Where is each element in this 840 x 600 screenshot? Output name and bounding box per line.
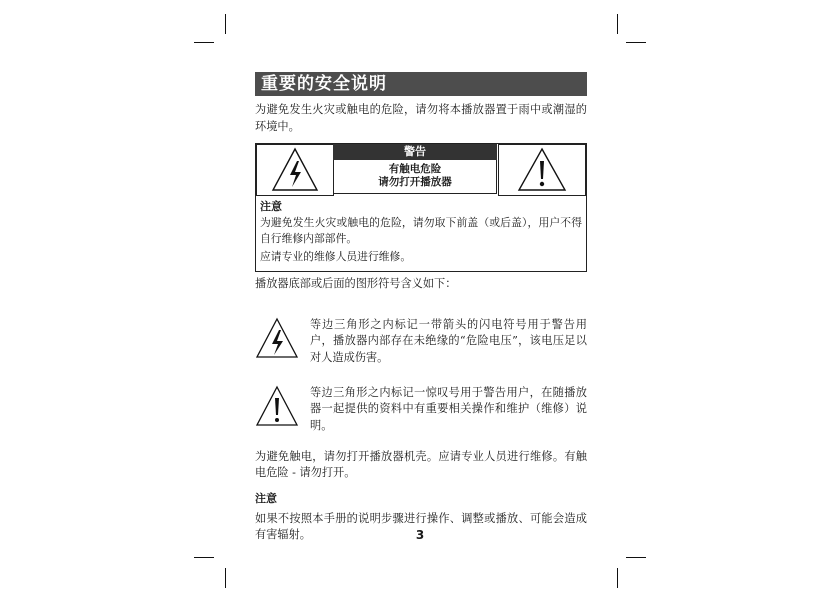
- exclamation-triangle-icon: [498, 144, 586, 196]
- lightning-triangle-icon: [256, 144, 334, 196]
- symbol-row-exclamation: [255, 385, 587, 449]
- warning-box: [255, 143, 587, 272]
- crop-mark: [225, 568, 226, 588]
- lightning-triangle-icon: [255, 317, 299, 361]
- warning-lines: [333, 160, 497, 194]
- symbols-intro: 播放器底部或后面的图形符号含义如下：: [255, 277, 457, 290]
- warning-header: 警告: [333, 144, 497, 160]
- warning-label-row: [256, 144, 586, 196]
- note-heading: 注意: [260, 200, 282, 213]
- warning-line-2: 请勿打开播放器: [378, 176, 452, 188]
- crop-mark: [617, 14, 618, 34]
- crop-mark: [626, 557, 646, 558]
- symbol-text-lightning: 等边三角形之内标记一带箭头的闪电符号用于警告用户，播放器内部存在未绝缘的“危险电压”，该电压足以对人造成伤害。: [310, 317, 587, 364]
- exclamation-triangle-icon: [255, 385, 299, 429]
- crop-mark: [194, 42, 214, 43]
- shock-text: 为避免触电，请勿打开播放器机壳。应请专业人员进行维修。有触电危险 - 请勿打开。: [255, 449, 587, 479]
- warning-line-1: 有触电危险: [388, 163, 442, 175]
- warning-notes: [260, 199, 582, 265]
- page-number: 3: [415, 528, 425, 542]
- warning-label: [333, 144, 497, 194]
- note-text: 为避免发生火灾或触电的危险，请勿取下前盖（或后盖），用户不得自行维修内部部件。: [260, 216, 582, 245]
- crop-mark: [626, 42, 646, 43]
- crop-mark: [225, 14, 226, 34]
- intro-text: 为避免发生火灾或触电的危险，请勿将本播放器置于雨中或潮湿的环境中。: [255, 103, 587, 133]
- crop-mark: [617, 568, 618, 588]
- symbol-text-exclamation: 等边三角形之内标记一惊叹号用于警告用户，在随播放器一起提供的资料中有重要相关操作和维护（维修）说明。: [310, 385, 587, 432]
- caution-heading: 注意: [255, 491, 277, 505]
- manual-page: [255, 72, 587, 544]
- symbol-row-lightning: [255, 317, 587, 381]
- service-text: 应请专业的维修人员进行维修。: [260, 250, 412, 263]
- crop-mark: [194, 557, 214, 558]
- page-title: 重要的安全说明: [255, 72, 587, 96]
- caution-text: 如果不按照本手册的说明步骤进行操作、调整或播放、可能会造成有害辐射。: [255, 511, 587, 541]
